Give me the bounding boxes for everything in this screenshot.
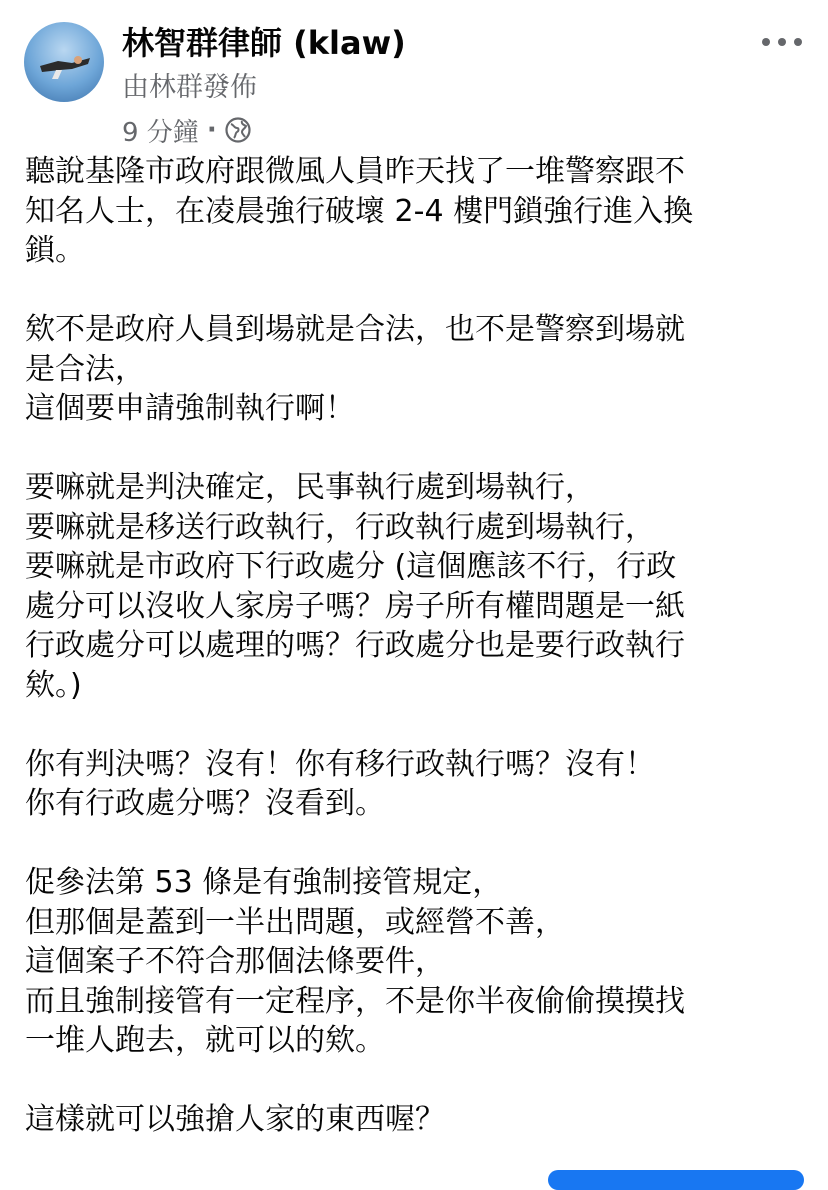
text-line: 要嘛就是判決確定，民事執行處到場執行， [25, 470, 595, 505]
paragraph-4 [25, 745, 805, 824]
more-dot [778, 38, 786, 46]
post-text [25, 152, 805, 1179]
text-line: 欸不是政府人員到場就是合法，也不是警察到場就 [25, 312, 685, 347]
post-meta [122, 112, 251, 148]
text-line: 行政處分可以處理的嗎？行政處分也是要行政執行 [25, 628, 685, 663]
bottom-action-button[interactable] [548, 1170, 804, 1190]
more-dot [762, 38, 770, 46]
text-line: 一堆人跑去，就可以的欸。 [25, 1023, 385, 1058]
posted-by-label: 由林群發佈 [122, 72, 257, 103]
author-avatar[interactable] [24, 22, 104, 102]
paragraph-5 [25, 863, 805, 1061]
text-line: 而且強制接管有一定程序，不是你半夜偷偷摸摸找 [25, 983, 685, 1019]
text-line: 欸。) [25, 667, 82, 703]
more-dot [794, 38, 802, 46]
meta-separator: · [206, 115, 217, 145]
post-header [0, 0, 828, 150]
text-line: 你有行政處分嗎？沒看到。 [25, 786, 385, 821]
avatar-photo [38, 52, 92, 80]
text-line: 鎖。 [25, 233, 85, 268]
globe-icon[interactable] [225, 117, 251, 143]
text-line: 但那個是蓋到一半出問題，或經營不善， [25, 904, 565, 940]
paragraph-1 [25, 152, 805, 271]
more-options-icon[interactable] [762, 30, 802, 54]
text-line: 處分可以沒收人家房子嗎？房子所有權問題是一紙 [25, 588, 685, 624]
text-line: 這個要申請強制執行啊！ [25, 391, 355, 426]
text-line: 要嘛就是移送行政執行，行政執行處到場執行， [25, 509, 655, 545]
text-line: 這樣就可以強搶人家的東西喔？ [25, 1102, 445, 1137]
paragraph-3 [25, 468, 805, 705]
author-name[interactable]: 林智群律師 (klaw) [122, 24, 406, 62]
text-line: 知名人士，在凌晨強行破壞 2-4 樓門鎖強行進入換 [25, 193, 694, 229]
paragraph-2 [25, 310, 805, 429]
text-line: 是合法， [25, 351, 145, 387]
post-timestamp[interactable]: 9 分鐘 [122, 117, 199, 148]
text-line: 要嘛就是市政府下行政處分 (這個應該不行，行政 [25, 549, 677, 584]
text-line: 促參法第 53 條是有強制接管規定， [25, 865, 503, 900]
text-line: 這個案子不符合那個法條要件， [25, 944, 445, 979]
text-line: 聽說基隆市政府跟微風人員昨天找了一堆警察跟不 [25, 154, 685, 189]
paragraph-6 [25, 1100, 805, 1140]
text-line: 你有判決嗎？沒有！你有移行政執行嗎？沒有！ [25, 746, 655, 782]
